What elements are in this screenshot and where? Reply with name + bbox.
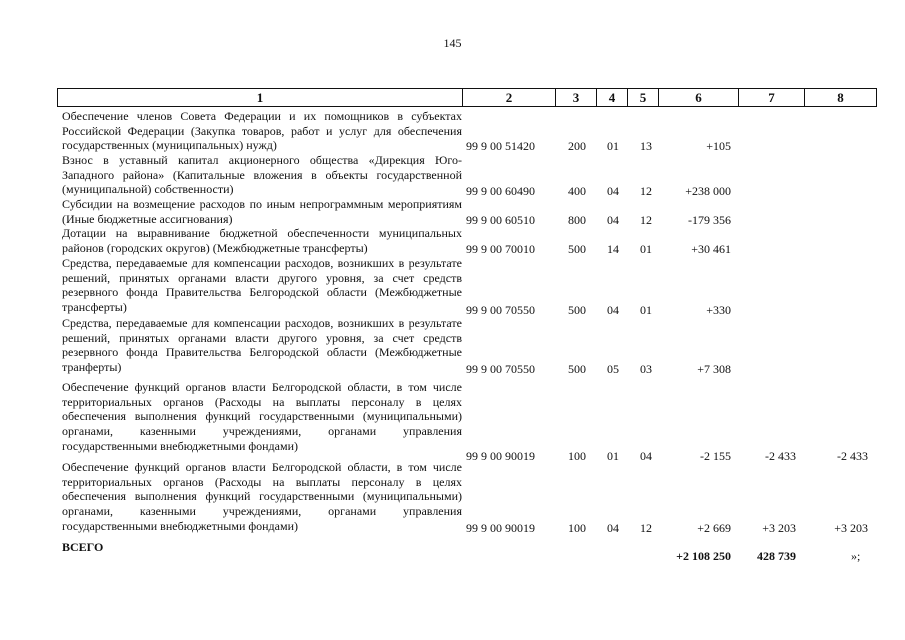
row-subsection: 03 bbox=[640, 362, 652, 376]
row-code: 99 9 00 70550 bbox=[466, 303, 535, 317]
row-section: 14 bbox=[607, 242, 619, 256]
row-code: 99 9 00 90019 bbox=[466, 449, 535, 463]
row-subsection: 12 bbox=[640, 521, 652, 535]
row-expense-type: 500 bbox=[568, 362, 586, 376]
row-description: Дотации на выравнивание бюджетной обеспеченности муниципальных районов (городских округов) (Межбюджетные трансферты) bbox=[62, 226, 462, 255]
row-section: 01 bbox=[607, 449, 619, 463]
row-description: Средства, передаваемые для компенсации расходов, возникших в результате решений, принятых органами власти другого уровня, за счет средств резервного фонда Правительства Белгородской области (Межбюджетные трансферты) bbox=[62, 256, 462, 315]
closing-quote-mark: »; bbox=[851, 549, 861, 563]
row-value-col6: +105 bbox=[706, 139, 731, 153]
table-header-row bbox=[57, 88, 877, 107]
row-value-col7: -2 433 bbox=[765, 449, 796, 463]
row-expense-type: 500 bbox=[568, 303, 586, 317]
row-value-col6: +2 669 bbox=[697, 521, 731, 535]
header-col-1: 1 bbox=[256, 90, 264, 105]
row-code: 99 9 00 70550 bbox=[466, 362, 535, 376]
row-code: 99 9 00 51420 bbox=[466, 139, 535, 153]
row-code: 99 9 00 90019 bbox=[466, 521, 535, 535]
row-description: Обеспечение членов Совета Федерации и их помощников в субъектах Российской Федерации (Закупка товаров, работ и услуг для обеспечения государственных (муниципальных) нужд) bbox=[62, 109, 462, 153]
row-expense-type: 400 bbox=[568, 184, 586, 198]
row-code: 99 9 00 70010 bbox=[466, 242, 535, 256]
row-subsection: 12 bbox=[640, 213, 652, 227]
row-expense-type: 100 bbox=[568, 521, 586, 535]
row-subsection: 04 bbox=[640, 449, 652, 463]
page-number: 145 bbox=[443, 36, 462, 50]
row-section: 04 bbox=[607, 303, 619, 317]
header-col-3: 3 bbox=[555, 89, 596, 106]
row-section: 04 bbox=[607, 213, 619, 227]
row-expense-type: 100 bbox=[568, 449, 586, 463]
row-subsection: 01 bbox=[640, 242, 652, 256]
row-subsection: 12 bbox=[640, 184, 652, 198]
row-code: 99 9 00 60490 bbox=[466, 184, 535, 198]
row-expense-type: 200 bbox=[568, 139, 586, 153]
row-value-col6: +330 bbox=[706, 303, 731, 317]
row-expense-type: 800 bbox=[568, 213, 586, 227]
row-code: 99 9 00 60510 bbox=[466, 213, 535, 227]
row-description: Субсидии на возмещение расходов по иным непрограммным мероприятиям (Иные бюджетные ассигнования) bbox=[62, 197, 462, 226]
row-subsection: 01 bbox=[640, 303, 652, 317]
row-value-col6: +30 461 bbox=[691, 242, 731, 256]
row-description: Средства, передаваемые для компенсации расходов, возникших в результате решений, принятых органами власти другого уровня, за счет средств резервного фонда Правительства Белгородской области (Межбюджетные транферты) bbox=[62, 316, 462, 375]
row-expense-type: 500 bbox=[568, 242, 586, 256]
row-subsection: 13 bbox=[640, 139, 652, 153]
header-col-6: 6 bbox=[658, 89, 738, 106]
row-value-col8: +3 203 bbox=[834, 521, 868, 535]
total-value-col7: 428 739 bbox=[757, 549, 796, 563]
row-value-col6: +7 308 bbox=[697, 362, 731, 376]
header-col-5: 5 bbox=[627, 89, 658, 106]
header-col-4: 4 bbox=[596, 89, 627, 106]
header-col-8: 8 bbox=[804, 89, 876, 106]
row-section: 05 bbox=[607, 362, 619, 376]
total-value-col6: +2 108 250 bbox=[676, 549, 731, 563]
row-value-col7: +3 203 bbox=[762, 521, 796, 535]
row-value-col8: -2 433 bbox=[837, 449, 868, 463]
header-col-7: 7 bbox=[738, 89, 804, 106]
row-description: Обеспечение функций органов власти Белгородской области, в том числе территориальных органов (Расходы на выплаты персоналу в целях обеспечения выполнения функций государственными (муниципальными) органами, казенными учреждениями, органами управления государственными внебюджетными фондами) bbox=[62, 460, 462, 533]
total-label: ВСЕГО bbox=[62, 540, 104, 554]
row-value-col6: -2 155 bbox=[700, 449, 731, 463]
row-description: Обеспечение функций органов власти Белгородской области, в том числе территориальных органов (Расходы на выплаты персоналу в целях обеспечения выполнения функций государственными (муниципальными) органами, казенными учреждениями, органами управления государственными внебюджетными фондами) bbox=[62, 380, 462, 453]
row-section: 01 bbox=[607, 139, 619, 153]
row-section: 04 bbox=[607, 184, 619, 198]
row-value-col6: +238 000 bbox=[685, 184, 731, 198]
row-value-col6: -179 356 bbox=[688, 213, 731, 227]
header-col-2: 2 bbox=[462, 89, 555, 106]
row-description: Взнос в уставный капитал акционерного общества «Дирекция Юго-Западного района» (Капитальные вложения в объекты государственной (муниципальной) собственности) bbox=[62, 153, 462, 197]
row-section: 04 bbox=[607, 521, 619, 535]
